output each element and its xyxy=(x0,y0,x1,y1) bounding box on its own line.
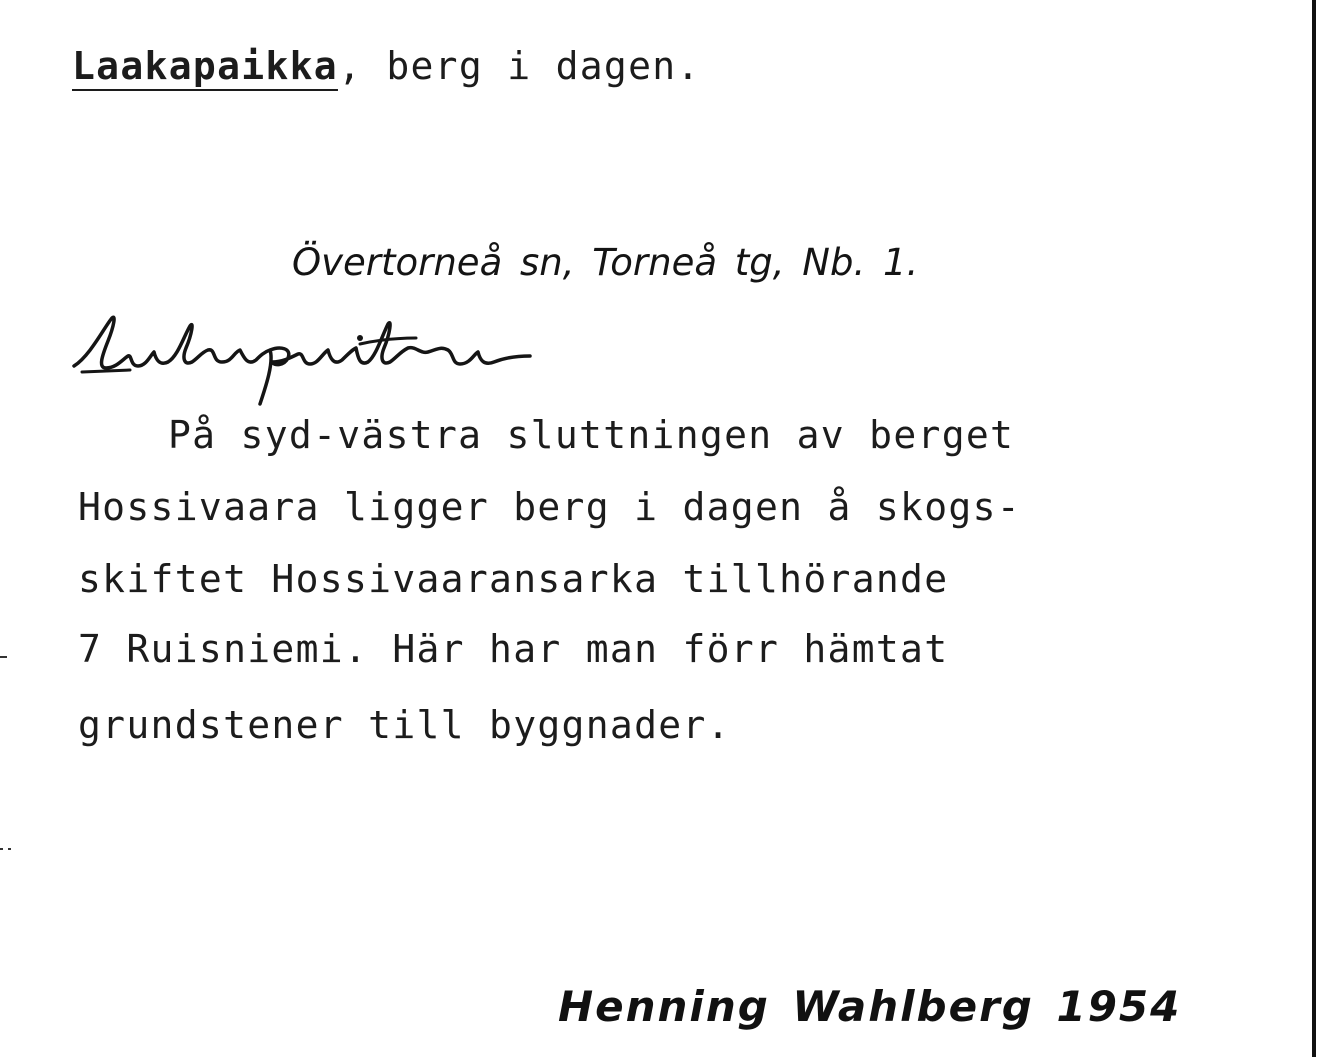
body-line-4: 7 Ruisniemi. Här har man förr hämtat xyxy=(78,627,949,671)
body-line-5: grundstener till byggnader. xyxy=(78,703,731,747)
handwritten-place-name xyxy=(60,296,620,416)
card-header xyxy=(72,44,701,88)
signature-stamp: Henning Wahlberg 1954 xyxy=(558,982,1182,1031)
body-line-3: skiftet Hossivaaransarka tillhörande xyxy=(78,557,949,601)
body-line-2: Hossivaara ligger berg i dagen å skogs- xyxy=(78,485,1021,529)
headword-definition: , berg i dagen. xyxy=(337,44,701,88)
headword: Laakapaikka xyxy=(72,44,338,88)
parish-stamp: Övertorneå sn, Torneå tg, Nb. 1. xyxy=(292,241,919,284)
scan-artifact xyxy=(8,848,11,850)
scan-artifact xyxy=(0,656,7,658)
scan-artifact xyxy=(0,848,3,850)
body-line-1: På syd-västra sluttningen av berget xyxy=(168,413,1015,457)
card-right-edge xyxy=(1312,0,1316,1057)
